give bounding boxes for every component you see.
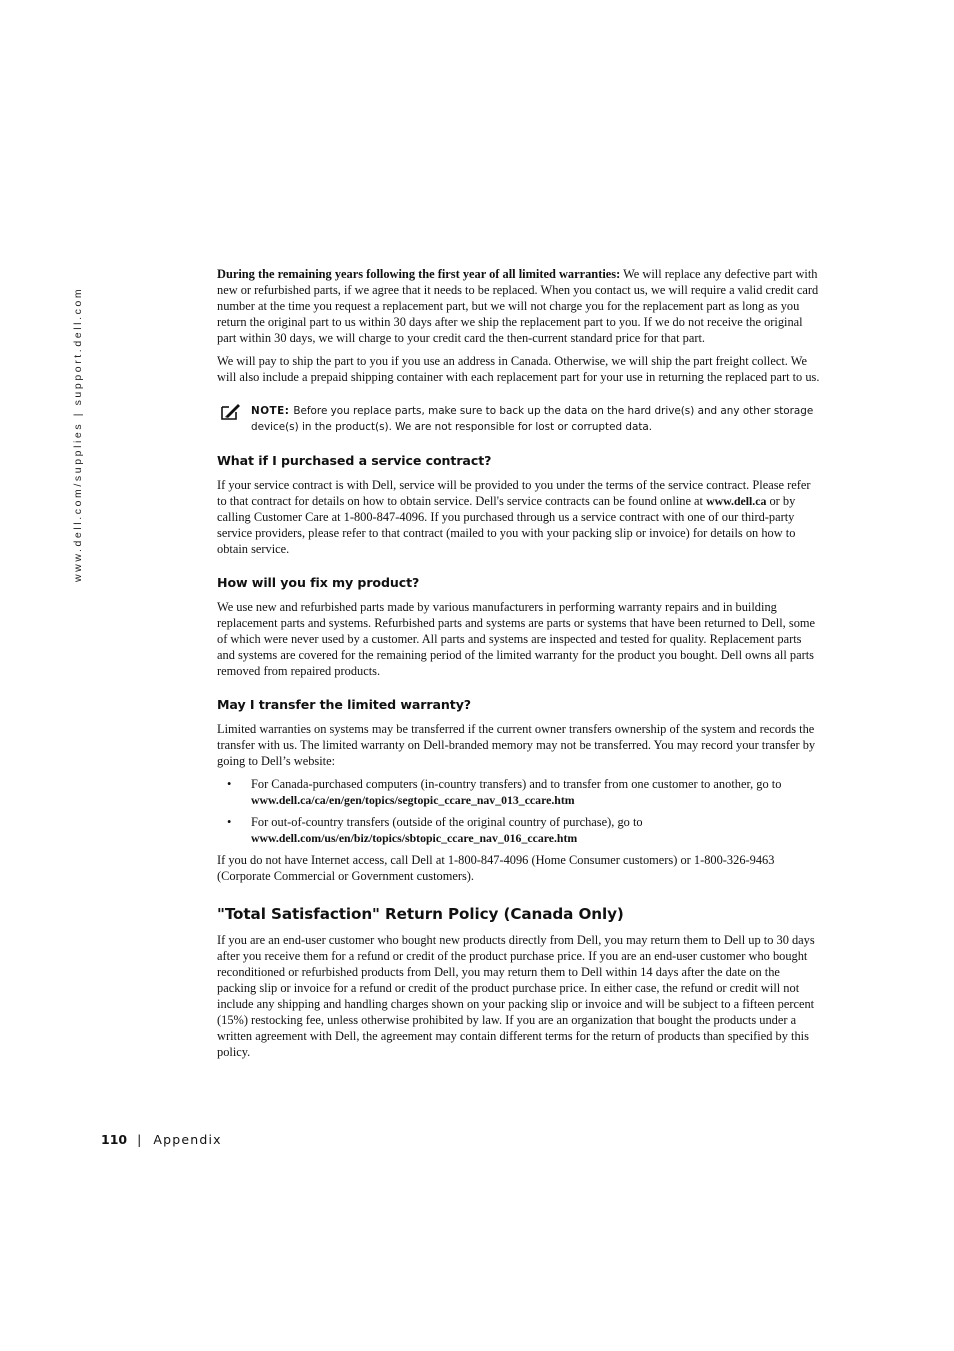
page-content xyxy=(217,266,822,1067)
heading-service-contract: What if I purchased a service contract? xyxy=(217,453,492,468)
transfer-url-link[interactable]: www.dell.ca/ca/en/gen/topics/segtopic_ccare_nav_013_ccare.htm xyxy=(251,793,575,807)
paragraph-shipping: We will pay to ship the part to you if you use an address in Canada. Otherwise, we will ship the part freight collect. We will also include a prepaid shipping container with each replacement part for your use in returning the replaced part to us. xyxy=(217,354,820,384)
bullet-text: For out-of-country transfers (outside of the original country of purchase), go to xyxy=(251,815,643,829)
heading-fix-product: How will you fix my product? xyxy=(217,575,420,590)
page-footer xyxy=(101,1132,222,1147)
paragraph-replacement-parts xyxy=(217,266,822,346)
note-pencil-icon xyxy=(219,402,241,420)
list-item xyxy=(217,776,822,808)
note-text: Before you replace parts, make sure to back up the data on the hard drive(s) and any other storage device(s) in the product(s). We are not responsible for lost or corrupted data. xyxy=(251,405,814,433)
bullet-symbol: • xyxy=(227,777,232,791)
transfer-bullet-list xyxy=(217,776,822,846)
list-item xyxy=(217,814,822,846)
service-contract-text-b: or by calling Customer Care at 1-800-847-4096. If you purchased through us a service contract with one of our third-party service providers, please refer to that contract (mailed to you with your packing slip or invoice) for details on how to obtain service. xyxy=(217,494,796,556)
paragraph-no-internet: If you do not have Internet access, call Dell at 1-800-847-4096 (Home Consumer customers) or 1-800-326-9463 (Corporate Commercial or Government customers). xyxy=(217,853,775,883)
page-number: 110 xyxy=(101,1132,128,1147)
transfer-url-link[interactable]: www.dell.com/us/en/biz/topics/sbtopic_ccare_nav_016_ccare.htm xyxy=(251,831,578,845)
bullet-text: For Canada-purchased computers (in-country transfers) and to transfer from one customer to another, go to xyxy=(251,777,782,791)
note-label: NOTE: xyxy=(251,405,290,417)
side-url-text: www.dell.com/supplies | support.dell.com xyxy=(72,286,84,582)
paragraph-fix-product: We use new and refurbished parts made by various manufacturers in performing warranty repairs and in building replacement parts and systems. Refurbished parts and systems are parts or systems that have been returned to Dell, some of which were never used by a customer. All parts and systems are inspected and tested for quality. Replacement parts and systems are covered for the remaining period of the limited warranty for the product you bought. Dell owns all parts removed from repaired products. xyxy=(217,600,816,678)
paragraph-return-policy: If you are an end-user customer who bought new products directly from Dell, you may return them to Dell up to 30 days after you receive them for a refund or credit of the product purchase price. If you are an end-user customer who bought reconditioned or refurbished products from Dell, you may return them to Dell within 14 days after the date on the packing slip or invoice for a refund or credit of the product purchase price. In either case, the refund or credit will not include any shipping and handling charges shown on your packing slip or invoice and will be subject to a fifteen percent (15%) restocking fee, unless otherwise prohibited by law. If you are an organization that bought the products under a written agreement with Dell, the agreement may contain different terms for the return of products than specified by this policy. xyxy=(217,933,815,1059)
footer-section-name: Appendix xyxy=(153,1132,222,1147)
service-contract-text-a: If your service contract is with Dell, service will be provided to you under the terms of the service contract. Please refer to that contract for details on how to obtain service. Dell's service contracts can be found online at xyxy=(217,478,811,508)
heading-transfer-warranty: May I transfer the limited warranty? xyxy=(217,697,472,712)
paragraph-text: We will replace any defective part with new or refurbished parts, if we agree that it needs to be replaced. When you contact us, we will require a valid credit card number at the time you request a replacement part, but we will not charge you for the replacement part as long as you return the original part to us within 30 days after we ship the replacement part to you. If we do not receive the original part within 30 days, we will charge to your credit card the then-current standard price for that part. xyxy=(217,267,819,345)
dell-ca-link[interactable]: www.dell.ca xyxy=(706,494,767,508)
bullet-symbol: • xyxy=(227,815,232,829)
footer-separator: | xyxy=(137,1132,142,1147)
paragraph-transfer-warranty: Limited warranties on systems may be transferred if the current owner transfers ownership of the system and records the transfer with us. The limited warranty on Dell-branded memory may not be transferred. You may record your transfer by going to Dell’s website: xyxy=(217,722,816,768)
heading-return-policy: "Total Satisfaction" Return Policy (Canada Only) xyxy=(217,905,624,923)
paragraph-service-contract xyxy=(217,477,822,557)
paragraph-lead: During the remaining years following the first year of all limited warranties: xyxy=(217,267,621,281)
note-box xyxy=(217,403,822,435)
